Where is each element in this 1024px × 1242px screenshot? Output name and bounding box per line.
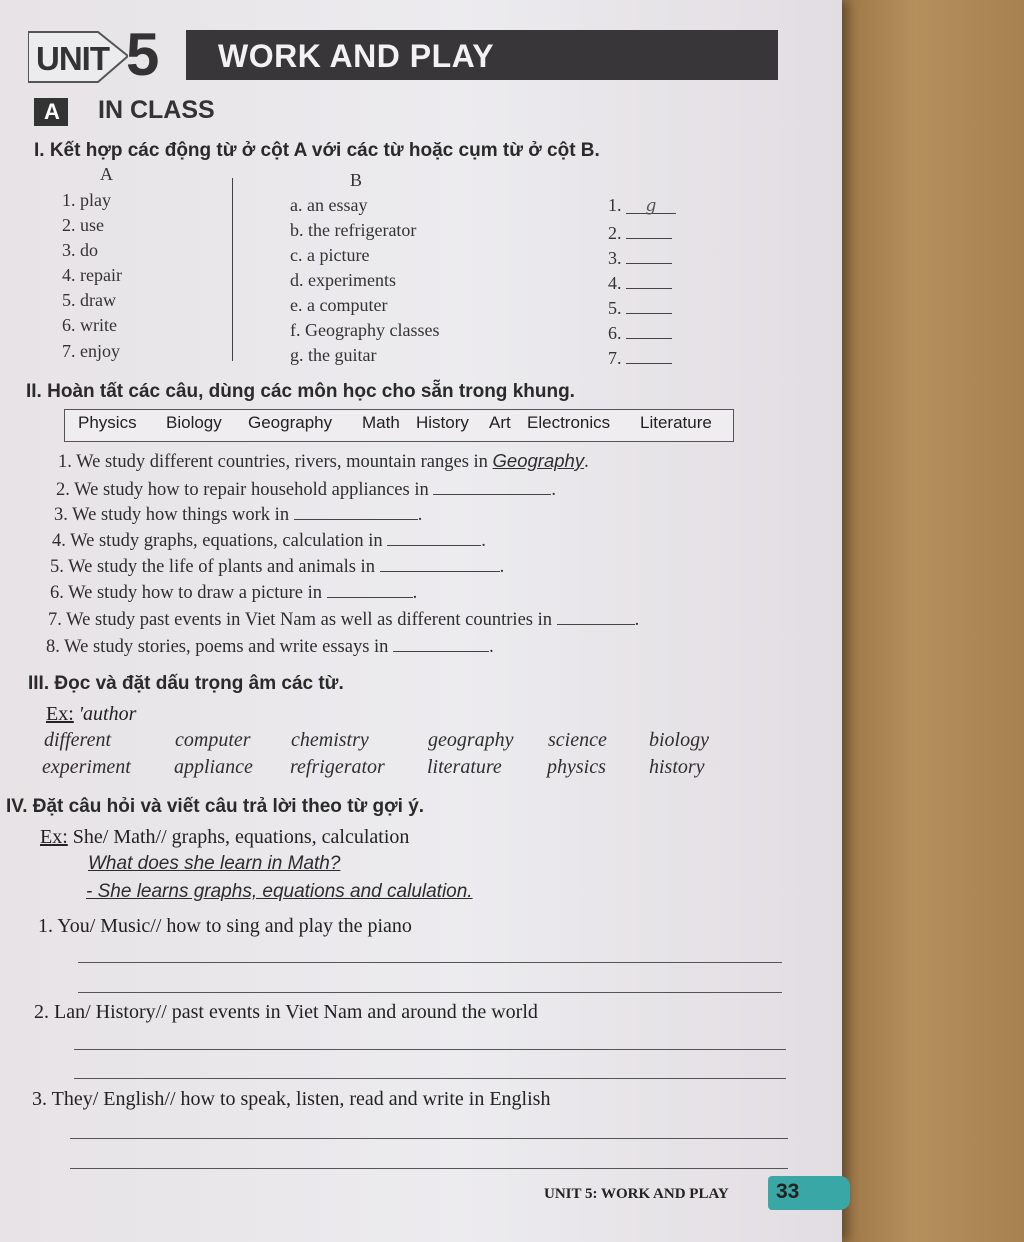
example-answer: - She learns graphs, equations and calulation. — [86, 881, 473, 902]
item-prompt: Lan/ History// past events in Viet Nam and around the world — [54, 1001, 538, 1023]
sentence-number: 1. — [58, 452, 72, 472]
subject-word: Biology — [166, 413, 222, 432]
sentence-row: 5. We study the life of plants and animals in . — [50, 553, 504, 578]
answer-line[interactable] — [78, 962, 782, 963]
subject-word: Literature — [640, 413, 712, 432]
example-prompt: She/ Math// graphs, equations, calculation — [72, 826, 410, 848]
col-a-item: 7. enjoy — [62, 341, 120, 361]
sentence-text: We study past events in Viet Nam as well as different countries in — [66, 610, 552, 630]
sentence-blank[interactable] — [433, 476, 551, 495]
stress-word[interactable]: experiment — [42, 756, 131, 778]
ex4-instruction: IV. Đặt câu hỏi và viết câu trả lời theo từ gợi ý. — [6, 796, 425, 817]
stress-word[interactable]: biology — [649, 729, 709, 751]
answer-number: 4. — [608, 273, 622, 293]
footer-label: UNIT 5: WORK AND PLAY — [544, 1186, 729, 1202]
page-title: WORK AND PLAY — [218, 38, 495, 74]
answer-line[interactable] — [74, 1078, 786, 1079]
page-number: 33 — [776, 1180, 800, 1203]
sentence-text: We study how to repair household appliances in — [74, 480, 429, 500]
sentence-number: 6. — [50, 583, 64, 603]
col-b-item: c. a picture — [290, 245, 370, 265]
answer-slot[interactable] — [608, 320, 672, 344]
ex4-example — [40, 826, 409, 849]
answer-blank[interactable] — [626, 245, 672, 264]
answer-blank[interactable] — [626, 220, 672, 239]
unit-label: UNIT — [36, 40, 109, 77]
stress-word[interactable]: computer — [175, 729, 251, 751]
item-prompt: You/ Music// how to sing and play the piano — [57, 915, 412, 937]
stress-word[interactable]: different — [44, 729, 112, 751]
stress-word[interactable]: refrigerator — [290, 756, 385, 778]
column-a-header: A — [100, 164, 113, 184]
sentence-blank[interactable] — [327, 579, 413, 598]
sentence-number: 3. — [54, 505, 68, 525]
example-label: Ex: — [46, 703, 74, 725]
item-prompt: They/ English// how to speak, listen, read and write in English — [51, 1088, 551, 1110]
sentence-blank[interactable] — [557, 606, 635, 625]
subject-word: Electronics — [527, 413, 611, 432]
answer-line[interactable] — [70, 1168, 788, 1169]
ex4-item — [32, 1088, 550, 1111]
col-a-item: 1. play — [62, 190, 111, 210]
sentence-answer[interactable]: Geography — [492, 450, 585, 471]
answer-slot[interactable] — [608, 195, 676, 216]
subject-word: Math — [362, 413, 400, 432]
wood-background — [842, 0, 1024, 1242]
col-b-item: e. a computer — [290, 295, 388, 315]
sentence-text: We study how to draw a picture in — [68, 583, 323, 603]
ex4-item — [34, 1001, 538, 1024]
answer-line[interactable] — [78, 992, 782, 993]
sentence-text: We study how things work in — [72, 505, 290, 525]
ex3-example — [46, 703, 136, 726]
answer-number: 7. — [608, 348, 622, 368]
answer-number: 2. — [608, 223, 622, 243]
sentence-text: We study the life of plants and animals in — [68, 557, 375, 577]
sentence-number: 5. — [50, 557, 64, 577]
stress-word[interactable]: science — [548, 729, 607, 751]
sentence-blank[interactable] — [387, 527, 481, 546]
example-word: 'author — [78, 703, 137, 725]
sentence-row: 2. We study how to repair household appliances in . — [56, 476, 556, 501]
example-label: Ex: — [40, 826, 68, 848]
unit-number: 5 — [126, 21, 160, 88]
col-b-item: b. the refrigerator — [290, 220, 417, 240]
sentence-number: 8. — [46, 637, 60, 657]
subject-word: Geography — [248, 413, 333, 432]
answer-blank[interactable] — [626, 345, 672, 364]
answer-blank[interactable] — [626, 320, 672, 339]
answer-slot[interactable] — [608, 245, 672, 269]
sentence-text: We study different countries, rivers, mountain ranges in — [76, 452, 488, 472]
answer-slot[interactable] — [608, 220, 672, 244]
stress-word[interactable]: literature — [427, 756, 502, 778]
sentence-blank[interactable] — [380, 553, 500, 572]
stress-word[interactable]: history — [649, 756, 705, 778]
sentence-row: 7. We study past events in Viet Nam as well as different countries in . — [48, 606, 639, 631]
sentence-blank[interactable] — [393, 633, 489, 652]
sentence-number: 2. — [56, 480, 70, 500]
stress-word[interactable]: geography — [428, 729, 514, 751]
sentence-blank[interactable] — [294, 501, 418, 520]
ex1-instruction: I. Kết hợp các động từ ở cột A với các từ hoặc cụm từ ở cột B. — [34, 140, 600, 161]
sentence-number: 4. — [52, 531, 66, 551]
section-letter: A — [44, 99, 60, 124]
answer-blank[interactable] — [626, 195, 676, 214]
item-number: 1. — [38, 915, 53, 937]
col-b-item: a. an essay — [290, 195, 368, 215]
ex4-item — [38, 915, 412, 938]
sentence-row: 4. We study graphs, equations, calculation in . — [52, 527, 486, 552]
subject-word: History — [416, 413, 469, 432]
answer-number: 3. — [608, 248, 622, 268]
answer-number: 1. — [608, 195, 622, 215]
sentence-row: 6. We study how to draw a picture in . — [50, 579, 417, 604]
column-divider — [232, 178, 233, 361]
answer-number: 6. — [608, 323, 622, 343]
ex3-instruction: III. Đọc và đặt dấu trọng âm các từ. — [28, 673, 344, 694]
col-a-item: 2. use — [62, 215, 104, 235]
item-number: 3. — [32, 1088, 47, 1110]
col-a-item: 3. do — [62, 240, 98, 260]
answer-slot[interactable] — [608, 345, 672, 369]
col-b-item: d. experiments — [290, 270, 396, 290]
answer-number: 5. — [608, 298, 622, 318]
subject-word: Physics — [78, 413, 137, 432]
item-number: 2. — [34, 1001, 49, 1023]
col-a-item: 6. write — [62, 315, 117, 335]
answer-line[interactable] — [74, 1049, 786, 1050]
subject-word: Art — [489, 413, 511, 432]
answer-blank[interactable] — [626, 295, 672, 314]
stress-word[interactable]: physics — [547, 756, 606, 778]
example-question: What does she learn in Math? — [88, 853, 341, 874]
stress-word[interactable]: chemistry — [291, 729, 369, 751]
section-title: IN CLASS — [98, 96, 215, 124]
answer-slot[interactable] — [608, 295, 672, 319]
column-b-header: B — [350, 170, 363, 190]
col-a-item: 5. draw — [62, 290, 116, 310]
answer-slot[interactable] — [608, 270, 672, 294]
sentence-row: 3. We study how things work in . — [54, 501, 422, 526]
sentence-row: 1. We study different countries, rivers, mountain ranges in Geography. — [58, 450, 589, 472]
ex2-instruction: II. Hoàn tất các câu, dùng các môn học cho sẵn trong khung. — [26, 381, 575, 402]
col-b-item: f. Geography classes — [290, 320, 440, 340]
sentence-text: We study graphs, equations, calculation in — [70, 531, 383, 551]
col-a-item: 4. repair — [62, 265, 122, 285]
sentence-row: 8. We study stories, poems and write essays in . — [46, 633, 494, 658]
sentence-text: We study stories, poems and write essays in — [64, 637, 389, 657]
stress-word[interactable]: appliance — [174, 756, 253, 778]
answer-blank[interactable] — [626, 270, 672, 289]
col-b-item: g. the guitar — [290, 345, 377, 365]
sentence-number: 7. — [48, 610, 62, 630]
answer-line[interactable] — [70, 1138, 788, 1139]
answer-value: g — [645, 196, 657, 216]
